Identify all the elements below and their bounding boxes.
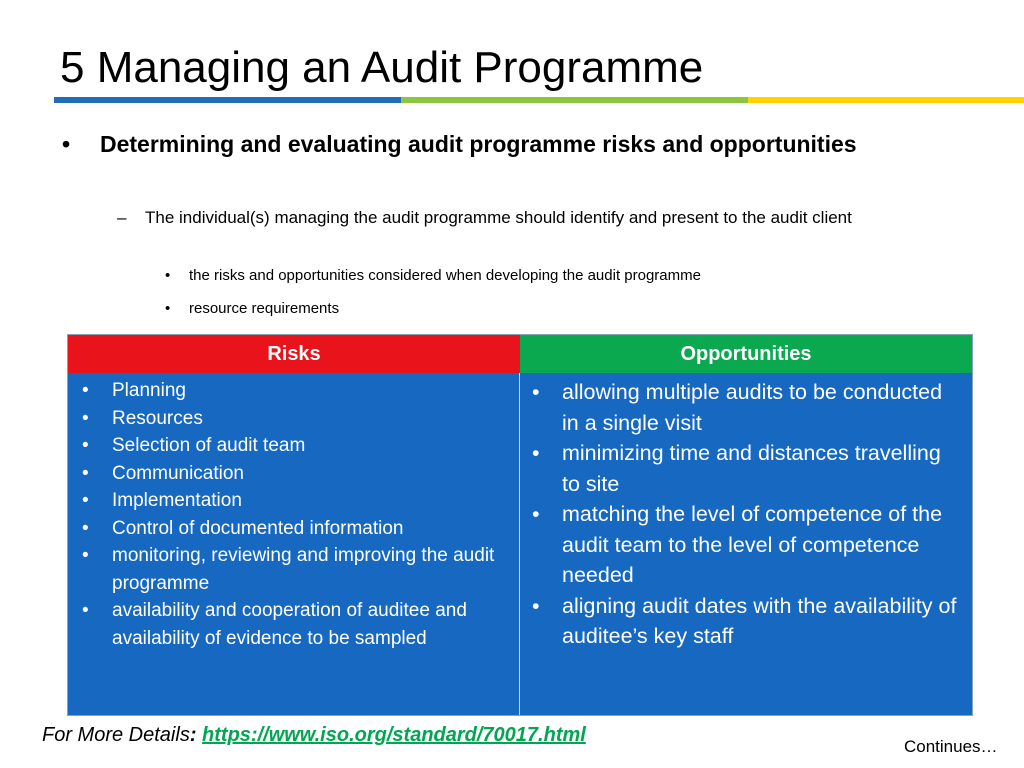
bullet-icon: • [62, 131, 71, 157]
list-item [82, 405, 500, 433]
risk-text: Selection of audit team [112, 435, 306, 456]
footer-details [42, 724, 586, 747]
opportunity-text: aligning audit dates with the availability of auditee’s key staff [562, 593, 957, 648]
risks-opportunities-table [67, 334, 973, 716]
risk-text: Implementation [112, 490, 242, 511]
risks-header: Risks [68, 335, 520, 373]
continues-label: Continues… [904, 737, 998, 756]
list-item [532, 591, 962, 652]
risk-text: Resources [112, 407, 203, 429]
bullet-icon: • [165, 300, 171, 317]
bullet-icon: • [82, 517, 89, 539]
list-item [82, 487, 500, 515]
footer-colon: : [189, 724, 197, 746]
opportunities-list [520, 373, 972, 652]
iso-standard-link[interactable]: https://www.iso.org/standard/70017.html [202, 724, 586, 746]
list-item [82, 515, 500, 543]
footer-label: For More Details [42, 724, 190, 746]
opportunities-cell [520, 373, 972, 715]
list-item [532, 499, 962, 591]
title-underline-green [401, 97, 748, 103]
risks-list [68, 373, 519, 652]
bullet-icon: • [532, 502, 540, 526]
list-item [82, 597, 500, 652]
bullet-icon: • [165, 267, 171, 284]
opportunities-header: Opportunities [520, 335, 972, 373]
risk-text: Planning [112, 380, 186, 401]
risk-text: Communication [112, 462, 244, 484]
title-underline-yellow [748, 97, 1024, 103]
list-item [532, 438, 962, 499]
list-item [82, 460, 500, 488]
bullet-icon: • [532, 380, 540, 404]
bullet-icon: • [82, 462, 89, 484]
sub-sub-bullet-text: resource requirements [189, 300, 340, 317]
sub-bullet-text: The individual(s) managing the audit programme should identify and present to the audit client [145, 208, 852, 227]
risk-text: Control of documented information [112, 517, 404, 539]
risk-text: availability and cooperation of auditee and availability of evidence to be sampled [112, 600, 467, 649]
sub-sub-bullet-text: the risks and opportunities considered when developing the audit programme [189, 267, 701, 284]
slide-title: 5 Managing an Audit Programme [60, 43, 704, 92]
list-item [82, 542, 500, 597]
list-item [532, 377, 962, 438]
risk-text: monitoring, reviewing and improving the audit programme [112, 545, 495, 594]
bullet-icon: • [82, 490, 89, 511]
risks-cell [68, 373, 520, 715]
bullet-icon: • [82, 380, 89, 401]
opportunity-text: allowing multiple audits to be conducted in a single visit [562, 380, 943, 435]
bullet-icon: • [82, 407, 89, 429]
opportunity-text: matching the level of competence of the audit team to the level of competence needed [562, 502, 943, 587]
bullet-icon: • [82, 600, 89, 621]
main-bullet-text: Determining and evaluating audit programme risks and opportunities [100, 131, 857, 157]
list-item [82, 432, 500, 460]
title-underline-blue [54, 97, 401, 103]
bullet-icon: • [82, 545, 89, 566]
bullet-icon: • [532, 441, 540, 465]
dash-icon: – [117, 208, 127, 227]
opportunity-text: minimizing time and distances travelling to site [562, 441, 941, 496]
list-item [82, 377, 500, 405]
bullet-icon: • [532, 593, 540, 618]
bullet-icon: • [82, 435, 89, 456]
